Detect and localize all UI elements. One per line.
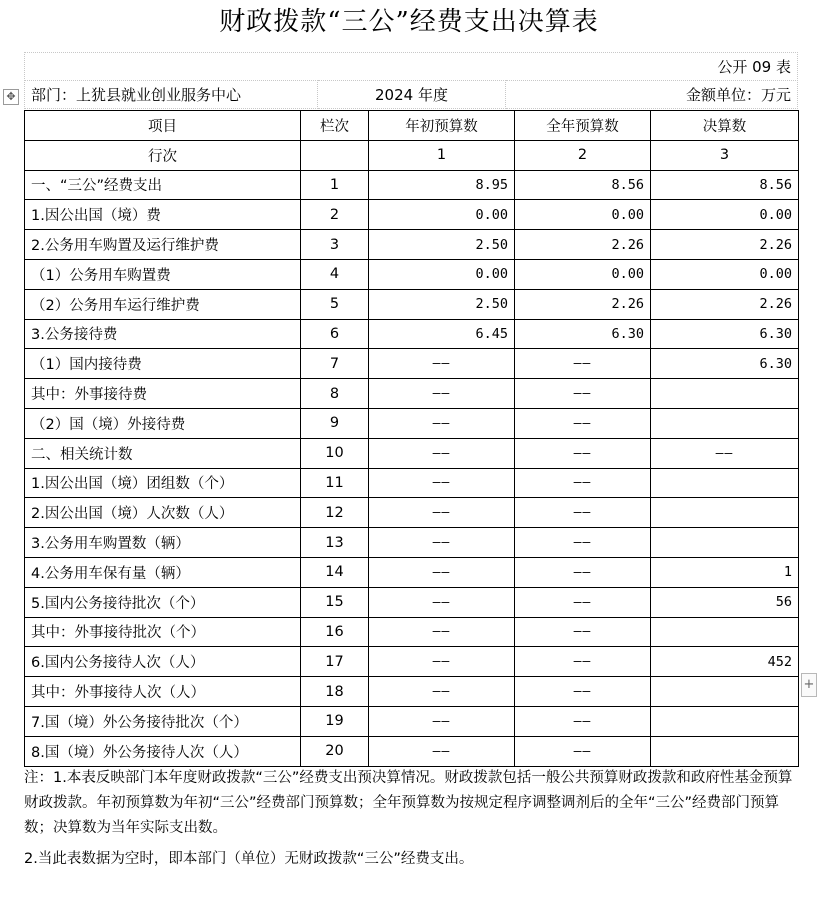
table-row xyxy=(25,647,799,677)
header-initial-budget: 年初预算数 xyxy=(369,111,515,141)
row-col-number: 8 xyxy=(301,379,369,409)
row-full-year-budget: 2.26 xyxy=(515,230,651,260)
row-full-year-budget: —— xyxy=(515,528,651,558)
table-row xyxy=(25,498,799,528)
row-final-account xyxy=(651,677,799,707)
table-row xyxy=(25,349,799,379)
row-initial-budget: —— xyxy=(369,349,515,379)
header-item: 项目 xyxy=(25,111,301,141)
index-label: 行次 xyxy=(25,140,301,170)
table-row xyxy=(25,557,799,587)
row-label: 二、相关统计数 xyxy=(25,438,301,468)
page-title: 财政拨款“三公”经费支出决算表 xyxy=(219,7,599,37)
row-initial-budget: —— xyxy=(369,438,515,468)
header-full-year-budget: 全年预算数 xyxy=(515,111,651,141)
row-col-number: 2 xyxy=(301,200,369,230)
move-anchor-icon[interactable]: ✥ xyxy=(3,89,19,105)
row-initial-budget: —— xyxy=(369,736,515,766)
row-col-number: 6 xyxy=(301,319,369,349)
table-row xyxy=(25,736,799,766)
row-final-account xyxy=(651,468,799,498)
row-final-account: 0.00 xyxy=(651,200,799,230)
row-initial-budget: 0.00 xyxy=(369,259,515,289)
row-final-account xyxy=(651,528,799,558)
table-row xyxy=(25,587,799,617)
row-initial-budget: 2.50 xyxy=(369,230,515,260)
row-full-year-budget: 0.00 xyxy=(515,200,651,230)
row-col-number: 20 xyxy=(301,736,369,766)
row-full-year-budget: —— xyxy=(515,736,651,766)
table-row xyxy=(25,468,799,498)
row-full-year-budget: —— xyxy=(515,349,651,379)
table-row xyxy=(25,230,799,260)
row-col-number: 12 xyxy=(301,498,369,528)
row-final-account: 2.26 xyxy=(651,230,799,260)
row-col-number: 1 xyxy=(301,170,369,200)
row-full-year-budget: —— xyxy=(515,498,651,528)
row-col-number: 13 xyxy=(301,528,369,558)
amount-unit: 金额单位：万元 xyxy=(506,81,798,109)
row-col-number: 3 xyxy=(301,230,369,260)
row-final-account: 452 xyxy=(651,647,799,677)
fiscal-year: 2024 年度 xyxy=(318,81,506,109)
row-full-year-budget: 0.00 xyxy=(515,259,651,289)
index-full-year: 2 xyxy=(515,140,651,170)
row-full-year-budget: 2.26 xyxy=(515,289,651,319)
index-row xyxy=(25,140,799,170)
table-row xyxy=(25,170,799,200)
row-initial-budget: —— xyxy=(369,528,515,558)
row-label: 2.因公出国（境）人次数（人） xyxy=(25,498,301,528)
row-full-year-budget: —— xyxy=(515,468,651,498)
row-initial-budget: —— xyxy=(369,498,515,528)
row-col-number: 11 xyxy=(301,468,369,498)
row-col-number: 5 xyxy=(301,289,369,319)
row-final-account: 6.30 xyxy=(651,319,799,349)
row-initial-budget: —— xyxy=(369,587,515,617)
header-col: 栏次 xyxy=(301,111,369,141)
row-label: （2）国（境）外接待费 xyxy=(25,408,301,438)
row-col-number: 17 xyxy=(301,647,369,677)
row-initial-budget: 0.00 xyxy=(369,200,515,230)
table-row xyxy=(25,200,799,230)
row-final-account: 2.26 xyxy=(651,289,799,319)
row-initial-budget: —— xyxy=(369,408,515,438)
row-col-number: 7 xyxy=(301,349,369,379)
row-final-account: 1 xyxy=(651,557,799,587)
row-col-number: 9 xyxy=(301,408,369,438)
row-label: 其中：外事接待费 xyxy=(25,379,301,409)
row-initial-budget: —— xyxy=(369,379,515,409)
note-1: 注：1.本表反映部门本年度财政拨款“三公”经费支出预决算情况。财政拨款包括一般公共预算财政拨款和政府性基金预算财政拨款。年初预算数为年初“三公”经费部门预算数；全年预算数为按规定程序调整调剂后的全年“三公”经费部门预算数；决算数为当年实际支出数。 xyxy=(24,770,793,836)
table-row xyxy=(25,408,799,438)
row-full-year-budget: 6.30 xyxy=(515,319,651,349)
table-notes xyxy=(24,766,798,872)
table-row xyxy=(25,379,799,409)
row-label: 5.国内公务接待批次（个） xyxy=(25,587,301,617)
row-initial-budget: 2.50 xyxy=(369,289,515,319)
index-col xyxy=(301,140,369,170)
row-col-number: 18 xyxy=(301,677,369,707)
row-final-account: 6.30 xyxy=(651,349,799,379)
row-col-number: 19 xyxy=(301,706,369,736)
row-full-year-budget: —— xyxy=(515,557,651,587)
department-name: 部门：上犹县就业创业服务中心 xyxy=(25,81,318,109)
index-initial: 1 xyxy=(369,140,515,170)
row-col-number: 16 xyxy=(301,617,369,647)
row-label: 6.国内公务接待人次（人） xyxy=(25,647,301,677)
table-row xyxy=(25,528,799,558)
row-initial-budget: —— xyxy=(369,557,515,587)
row-label: （1）公务用车购置费 xyxy=(25,259,301,289)
row-full-year-budget: 8.56 xyxy=(515,170,651,200)
index-final: 3 xyxy=(651,140,799,170)
row-final-account xyxy=(651,736,799,766)
row-label: 一、“三公”经费支出 xyxy=(25,170,301,200)
form-number: 公开 09 表 xyxy=(25,53,798,81)
row-full-year-budget: —— xyxy=(515,647,651,677)
table-row xyxy=(25,259,799,289)
row-final-account xyxy=(651,706,799,736)
table-row xyxy=(25,438,799,468)
row-label: 1.因公出国（境）费 xyxy=(25,200,301,230)
row-col-number: 4 xyxy=(301,259,369,289)
table-row xyxy=(25,706,799,736)
row-label: 7.国（境）外公务接待批次（个） xyxy=(25,706,301,736)
row-initial-budget: —— xyxy=(369,468,515,498)
row-final-account xyxy=(651,408,799,438)
row-label: （2）公务用车运行维护费 xyxy=(25,289,301,319)
row-col-number: 15 xyxy=(301,587,369,617)
row-label: 1.因公出国（境）团组数（个） xyxy=(25,468,301,498)
row-final-account: 8.56 xyxy=(651,170,799,200)
row-col-number: 10 xyxy=(301,438,369,468)
header-info-bar xyxy=(24,80,798,109)
row-full-year-budget: —— xyxy=(515,617,651,647)
row-final-account xyxy=(651,617,799,647)
row-full-year-budget: —— xyxy=(515,677,651,707)
row-full-year-budget: —— xyxy=(515,438,651,468)
row-initial-budget: —— xyxy=(369,647,515,677)
header-final-account: 决算数 xyxy=(651,111,799,141)
row-initial-budget: —— xyxy=(369,706,515,736)
form-number-bar xyxy=(24,52,798,81)
row-label: 3.公务用车购置数（辆） xyxy=(25,528,301,558)
row-final-account: 56 xyxy=(651,587,799,617)
row-full-year-budget: —— xyxy=(515,408,651,438)
row-initial-budget: —— xyxy=(369,617,515,647)
row-label: 3.公务接待费 xyxy=(25,319,301,349)
row-label: 4.公务用车保有量（辆） xyxy=(25,557,301,587)
row-label: 8.国（境）外公务接待人次（人） xyxy=(25,736,301,766)
three-public-expense-table xyxy=(24,110,799,767)
row-full-year-budget: —— xyxy=(515,706,651,736)
row-final-account xyxy=(651,498,799,528)
row-final-account: 0.00 xyxy=(651,259,799,289)
row-label: 其中：外事接待人次（人） xyxy=(25,677,301,707)
row-initial-budget: 6.45 xyxy=(369,319,515,349)
note-2: 2.当此表数据为空时，即本部门（单位）无财政拨款“三公”经费支出。 xyxy=(24,851,474,867)
row-final-account xyxy=(651,379,799,409)
table-header-row xyxy=(25,111,799,141)
row-final-account: —— xyxy=(651,438,799,468)
row-label: 2.公务用车购置及运行维护费 xyxy=(25,230,301,260)
add-row-icon[interactable]: + xyxy=(801,673,817,697)
row-col-number: 14 xyxy=(301,557,369,587)
row-initial-budget: 8.95 xyxy=(369,170,515,200)
table-row xyxy=(25,677,799,707)
table-row xyxy=(25,289,799,319)
row-initial-budget: —— xyxy=(369,677,515,707)
row-full-year-budget: —— xyxy=(515,587,651,617)
row-full-year-budget: —— xyxy=(515,379,651,409)
table-row xyxy=(25,617,799,647)
row-label: 其中：外事接待批次（个） xyxy=(25,617,301,647)
row-label: （1）国内接待费 xyxy=(25,349,301,379)
table-row xyxy=(25,319,799,349)
